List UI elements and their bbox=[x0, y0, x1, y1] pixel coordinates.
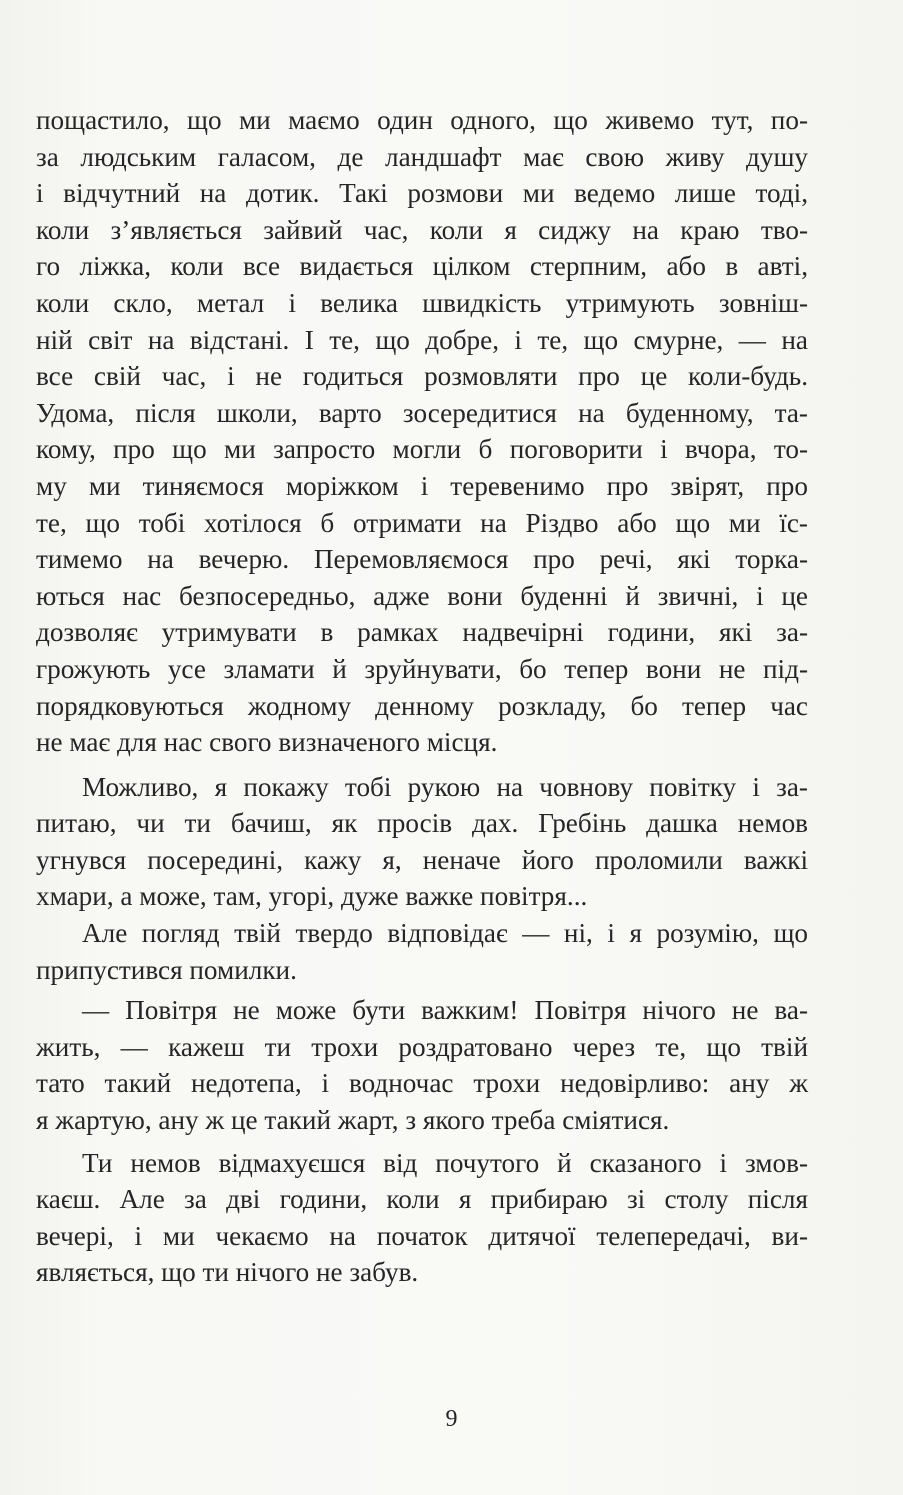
text-line: каєш. Але за дві години, коли я прибираю зі столу після bbox=[36, 1184, 808, 1215]
text-line: і відчутний на дотик. Такі розмови ми ведемо лише тоді, bbox=[36, 178, 808, 209]
text-line: Удома, після школи, варто зосередитися на буденному, та- bbox=[36, 397, 808, 428]
text-line: пощастило, що ми маємо один одного, що живемо тут, по- bbox=[36, 105, 808, 135]
paragraph-2 bbox=[36, 769, 808, 806]
page-number: 9 bbox=[445, 1406, 458, 1432]
text-line: му ми тиняємося моріжком і теревенимо про звірят, про bbox=[36, 470, 808, 501]
text-line: Але погляд твій твердо відповідає — ні, і я розумію, що bbox=[82, 918, 808, 949]
body-text bbox=[36, 102, 808, 1291]
text-line: коли скло, метал і велика швидкість утримують зовніш- bbox=[36, 287, 808, 318]
paragraph-3-cont bbox=[36, 952, 808, 989]
text-line: те, що тобі хотілося б отримати на Різдво або що ми їс- bbox=[36, 507, 808, 538]
text-line: — Повітря не може бути важким! Повітря нічого не ва- bbox=[82, 995, 808, 1026]
text-line: грожують усе зламати й зруйнувати, бо тепер вони не під- bbox=[36, 653, 808, 684]
text-line: припустився помилки. bbox=[36, 954, 297, 985]
text-line: ній світ на відстані. І те, що добре, і те, що смурне, — на bbox=[36, 324, 808, 355]
text-line: не має для нас свого визначеного місця. bbox=[36, 727, 498, 758]
paragraph-4 bbox=[36, 992, 808, 1029]
paragraph-5 bbox=[36, 1145, 808, 1182]
text-line: дозволяє утримувати в рамках надвечірні години, які за- bbox=[36, 617, 808, 648]
text-line: тато такий недотепа, і водночас трохи недовірливо: ану ж bbox=[36, 1068, 808, 1099]
paragraph-1 bbox=[36, 102, 808, 761]
text-line: все свій час, і не годиться розмовляти про це коли-будь. bbox=[36, 361, 808, 392]
text-line: питаю, чи ти бачиш, як просів дах. Гребінь дашка немов bbox=[36, 808, 808, 839]
text-line: кому, про що ми запросто могли б поговорити і вчора, то- bbox=[36, 434, 808, 465]
text-line: угнувся посередині, кажу я, неначе його проломили важкі bbox=[36, 844, 808, 875]
text-line: вечері, і ми чекаємо на початок дитячої телепередачі, ви- bbox=[36, 1220, 808, 1251]
text-line: ються нас безпосередньо, адже вони буденні й звичні, і це bbox=[36, 580, 808, 611]
text-line: Ти немов відмахуєшся від почутого й сказаного і змов- bbox=[82, 1147, 808, 1178]
paragraph-2-cont bbox=[36, 805, 808, 915]
text-line: порядковуються жодному денному розкладу, бо тепер час bbox=[36, 690, 808, 721]
text-line: жить, — кажеш ти трохи роздратовано через те, що твій bbox=[36, 1031, 808, 1062]
text-line: я жартую, ану ж це такий жарт, з якого треба сміятися. bbox=[36, 1105, 670, 1136]
text-line: тимемо на вечерю. Перемовляємося про речі, які торка- bbox=[36, 544, 808, 575]
text-line: Можливо, я покажу тобі рукою на човнову повітку і за- bbox=[82, 771, 808, 802]
text-line: хмари, а може, там, угорі, дуже важке повітря... bbox=[36, 881, 588, 912]
paragraph-5-cont bbox=[36, 1181, 808, 1291]
text-line: коли з’являється зайвий час, коли я сиджу на краю тво- bbox=[36, 214, 808, 245]
paragraph-4-cont bbox=[36, 1029, 808, 1139]
text-line: за людським галасом, де ландшафт має свою живу душу bbox=[36, 141, 808, 172]
paragraph-3 bbox=[36, 915, 808, 952]
text-line: го ліжка, коли все видається цілком стерпним, або в авті, bbox=[36, 251, 808, 282]
text-line: являється, що ти нічого не забув. bbox=[36, 1257, 419, 1288]
